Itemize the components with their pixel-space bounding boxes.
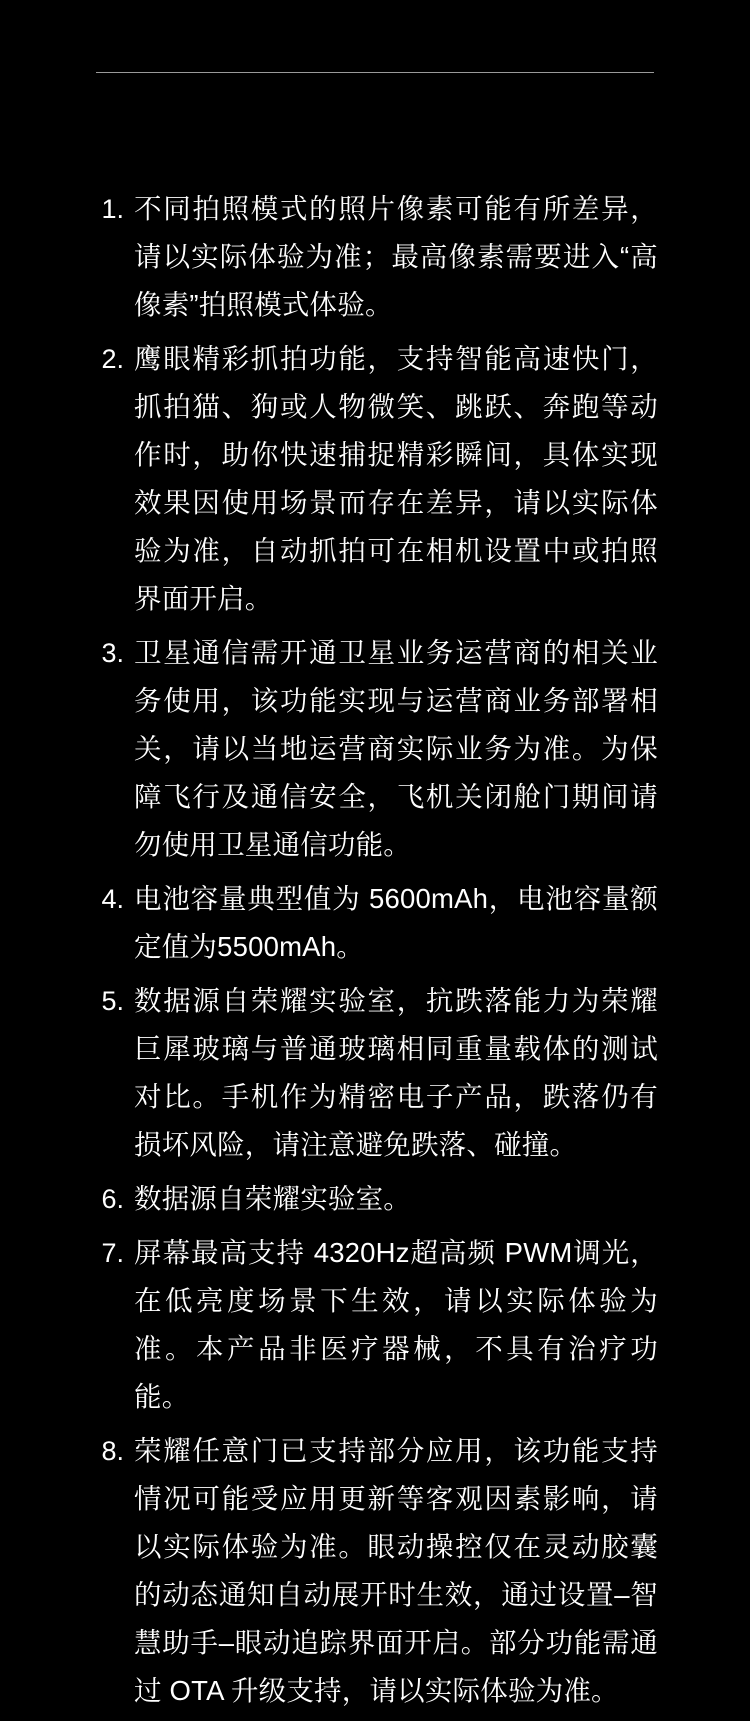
list-item-number: 7.: [101, 1238, 124, 1268]
list-item-number: 8.: [101, 1436, 124, 1466]
list-item: [98, 1427, 658, 1715]
list-item-text: 卫星通信需开通卫星业务运营商的相关业务使用，该功能实现与运营商业务部署相关，请以当地运营商实际业务为准。为保障飞行及通信安全，飞机关闭舱门期间请勿使用卫星通信功能。: [134, 637, 658, 860]
list-item: [98, 185, 658, 329]
list-item: [98, 1229, 658, 1421]
list-item-number: 5.: [101, 986, 124, 1016]
list-item-text: 数据源自荣耀实验室。: [134, 1183, 411, 1214]
list-item: [98, 1175, 658, 1223]
list-item-text: 不同拍照模式的照片像素可能有所差异，请以实际体验为准；最高像素需要进入“高像素”拍照模式体验。: [134, 193, 658, 320]
list-item-text: 电池容量典型值为 5600mAh，电池容量额定值为5500mAh。: [134, 883, 658, 962]
list-item: [98, 335, 658, 623]
list-item-number: 6.: [101, 1184, 124, 1214]
list-item-number: 4.: [101, 884, 124, 914]
list-item-text: 荣耀任意门已支持部分应用，该功能支持情况可能受应用更新等客观因素影响，请以实际体验为准。眼动操控仅在灵动胶囊的动态通知自动展开时生效，通过设置–智慧助手–眼动追踪界面开启。部分功能需通过 OTA 升级支持，请以实际体验为准。: [134, 1435, 658, 1706]
list-item: [98, 629, 658, 869]
list-item: [98, 977, 658, 1169]
list-item-text: 屏幕最高支持 4320Hz超高频 PWM调光，在低亮度场景下生效，请以实际体验为准。本产品非医疗器械，不具有治疗功能。: [134, 1237, 658, 1412]
list-item-number: 2.: [101, 344, 124, 374]
list-item-text: 鹰眼精彩抓拍功能，支持智能高速快门，抓拍猫、狗或人物微笑、跳跃、奔跑等动作时，助你快速捕捉精彩瞬间，具体实现效果因使用场景而存在差异，请以实际体验为准，自动抓拍可在相机设置中或拍照界面开启。: [134, 343, 658, 614]
list-item-text: 数据源自荣耀实验室，抗跌落能力为荣耀巨犀玻璃与普通玻璃相同重量载体的测试对比。手机作为精密电子产品，跌落仍有损坏风险，请注意避免跌落、碰撞。: [134, 985, 658, 1160]
list-item: [98, 875, 658, 971]
top-divider: [96, 72, 654, 73]
list-item-number: 1.: [101, 194, 124, 224]
list-item-number: 3.: [101, 638, 124, 668]
footnote-list: [98, 185, 658, 1721]
